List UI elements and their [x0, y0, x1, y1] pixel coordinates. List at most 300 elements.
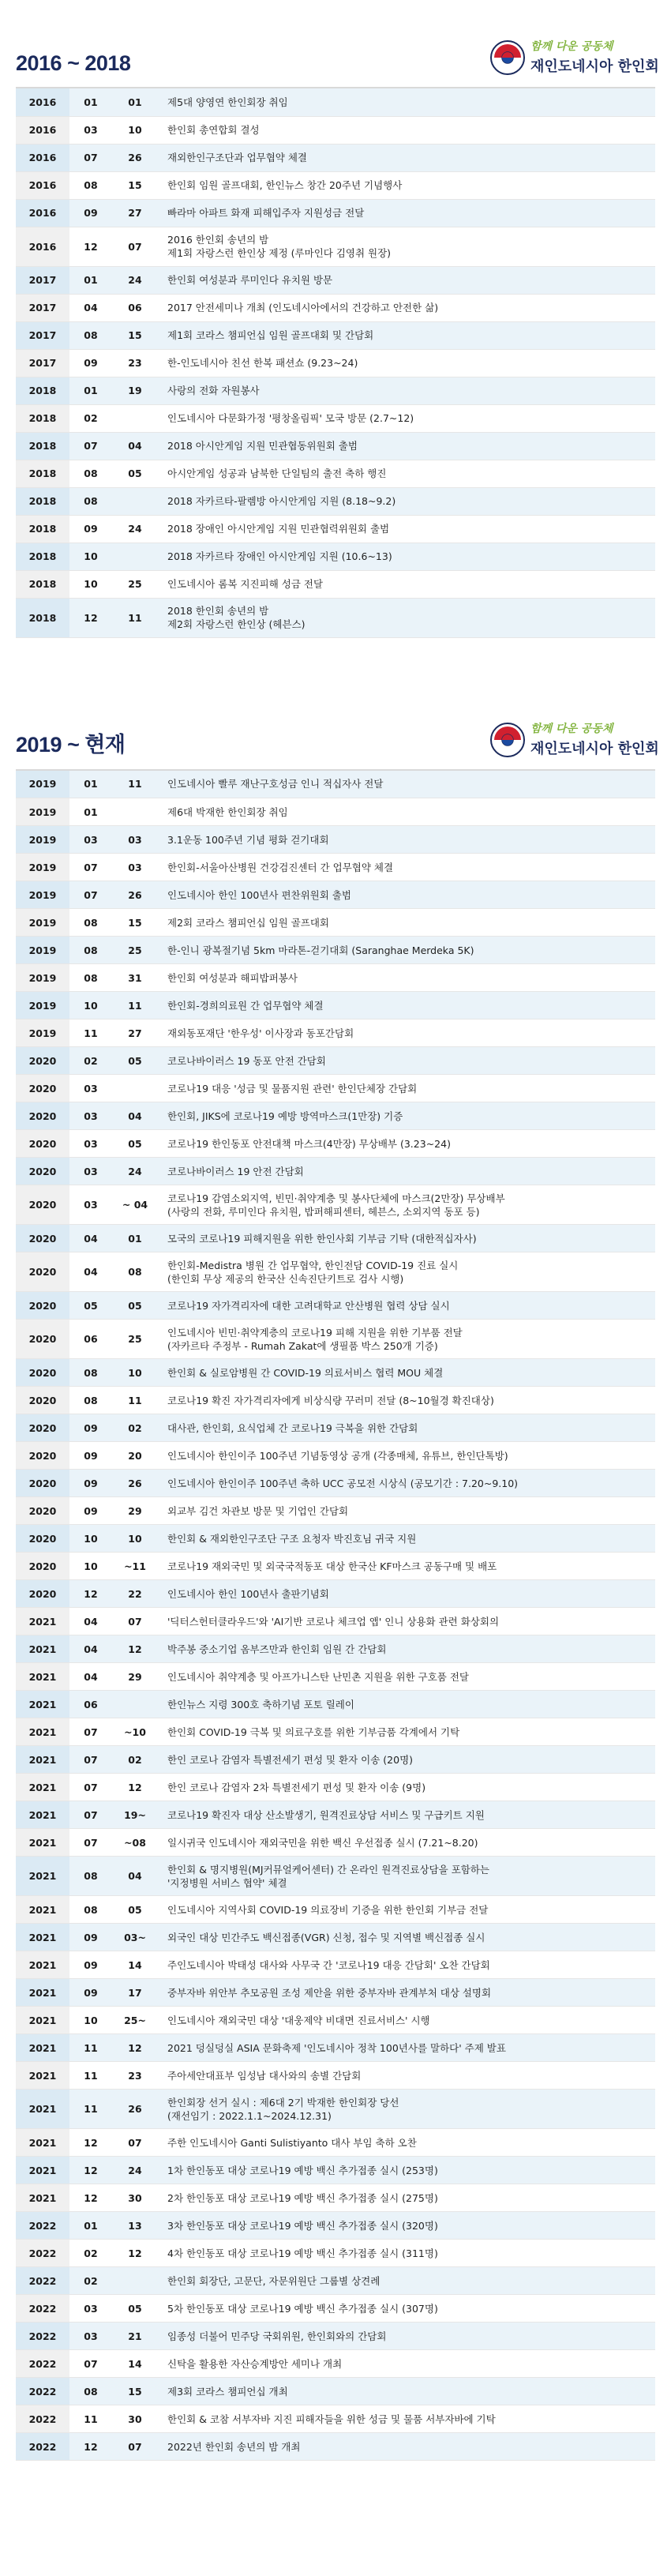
event-cell	[158, 1075, 655, 1102]
event-line: 코로나19 자가격리자에 대한 고려대학교 안산병원 협력 상담 실시	[167, 1299, 450, 1312]
month-cell: 08	[69, 171, 112, 199]
event-line: 코로나19 대응 '성금 및 물품지원 관련' 한인단체장 간담회	[167, 1082, 418, 1095]
table-row	[16, 1691, 655, 1718]
day-cell	[112, 543, 158, 570]
month-cell: 08	[69, 2378, 112, 2405]
month-cell: 08	[69, 964, 112, 992]
event-cell	[158, 1691, 655, 1718]
day-cell: 05	[112, 1292, 158, 1320]
event-line: (사랑의 전화, 루미인다 유치원, 밥퍼해피센터, 헤븐스, 소외지역 동포 등)	[167, 1205, 480, 1218]
year-cell: 2020	[16, 1225, 69, 1252]
korean-association-logo	[489, 35, 659, 81]
event-cell	[158, 909, 655, 937]
event-line: 한인 코로나 감염자 특별전세기 편성 및 환자 이송 (20명)	[167, 1753, 414, 1766]
event-line: 재외한인구조단과 업무협약 체결	[167, 152, 307, 163]
year-cell: 2020	[16, 1359, 69, 1387]
day-cell: 24	[112, 266, 158, 294]
event-line: 5차 한인동포 대상 코로나19 예방 백신 추가접종 실시 (307명)	[167, 2302, 438, 2315]
event-cell	[158, 1020, 655, 1047]
event-line: 한인회-경희의료원 간 업무협약 체결	[167, 999, 324, 1012]
year-cell: 2020	[16, 1252, 69, 1292]
table-row	[16, 2350, 655, 2378]
event-line: 한인회 여성분과 루미인다 유치원 방문	[167, 274, 333, 286]
event-line: 제3회 코라스 챔피언십 개최	[167, 2385, 288, 2398]
event-line: 한인회장 선거 실시 : 제6대 2기 박재한 한인회장 당선	[167, 2096, 399, 2108]
month-cell: 03	[69, 1158, 112, 1185]
year-cell: 2020	[16, 1292, 69, 1320]
table-row	[16, 2090, 655, 2129]
day-cell: 03	[112, 826, 158, 854]
event-cell	[158, 2405, 655, 2433]
event-cell	[158, 2433, 655, 2461]
event-line: 제6대 박재한 한인회장 취임	[167, 805, 288, 818]
month-cell: 04	[69, 294, 112, 321]
year-cell: 2021	[16, 1951, 69, 1979]
event-cell	[158, 321, 655, 349]
event-cell	[158, 1979, 655, 2007]
year-cell: 2020	[16, 1387, 69, 1414]
day-cell: 23	[112, 2062, 158, 2090]
month-cell: 09	[69, 349, 112, 377]
event-cell	[158, 2034, 655, 2062]
year-cell: 2022	[16, 2405, 69, 2433]
day-cell: 30	[112, 2184, 158, 2212]
day-cell: 13	[112, 2212, 158, 2240]
table-row	[16, 1387, 655, 1414]
event-cell	[158, 937, 655, 964]
event-cell	[158, 377, 655, 404]
event-line: 한인회 여성분과 해피밥퍼봉사	[167, 971, 298, 984]
month-cell: 10	[69, 1525, 112, 1553]
table-row	[16, 1470, 655, 1497]
table-row	[16, 2433, 655, 2461]
month-cell: 10	[69, 570, 112, 598]
month-cell: 09	[69, 1924, 112, 1951]
table-row	[16, 1979, 655, 2007]
table-row	[16, 1746, 655, 1774]
event-cell	[158, 1525, 655, 1553]
month-cell: 08	[69, 1387, 112, 1414]
event-line: 인도네시아 한인 100년사 출판기념회	[167, 1587, 329, 1600]
event-cell	[158, 1608, 655, 1635]
year-cell: 2017	[16, 321, 69, 349]
year-cell: 2021	[16, 1924, 69, 1951]
day-cell: 21	[112, 2323, 158, 2350]
month-cell: 04	[69, 1635, 112, 1663]
day-cell: 05	[112, 2295, 158, 2323]
event-line: 2018 한인회 송년의 밤	[167, 605, 269, 617]
event-cell	[158, 1635, 655, 1663]
month-cell: 01	[69, 2212, 112, 2240]
day-cell: 11	[112, 1387, 158, 1414]
event-cell	[158, 1047, 655, 1075]
year-cell: 2020	[16, 1442, 69, 1470]
month-cell: 07	[69, 1746, 112, 1774]
day-cell: 03~	[112, 1924, 158, 1951]
year-cell: 2016	[16, 171, 69, 199]
day-cell: ~ 04	[112, 1185, 158, 1225]
event-line: 2017 안전세미나 개최 (인도네시아에서의 건강하고 안전한 삶)	[167, 302, 439, 314]
year-cell: 2019	[16, 826, 69, 854]
year-cell: 2021	[16, 2034, 69, 2062]
year-cell: 2019	[16, 798, 69, 826]
event-line: 2018 장애인 아시안게임 지원 민관협력위원회 출범	[167, 523, 390, 535]
day-cell: ~10	[112, 1718, 158, 1746]
table-row	[16, 2157, 655, 2184]
event-cell	[158, 2350, 655, 2378]
day-cell: 03	[112, 854, 158, 881]
event-cell	[158, 570, 655, 598]
event-cell	[158, 1470, 655, 1497]
event-cell	[158, 2090, 655, 2129]
month-cell: 07	[69, 1718, 112, 1746]
day-cell: 23	[112, 349, 158, 377]
month-cell: 07	[69, 1829, 112, 1857]
day-cell: 12	[112, 2240, 158, 2267]
day-cell: 26	[112, 2090, 158, 2129]
table-row	[16, 2184, 655, 2212]
event-line: 한인회, JIKS에 코로나19 예방 방역마스크(1만장) 기증	[167, 1110, 403, 1122]
event-cell	[158, 1320, 655, 1359]
table-row	[16, 937, 655, 964]
month-cell: 03	[69, 1130, 112, 1158]
history-table	[16, 88, 655, 638]
month-cell: 12	[69, 2433, 112, 2461]
table-row	[16, 349, 655, 377]
event-line: 외국인 대상 민간주도 백신접종(VGR) 신청, 접수 및 지역별 백신접종 실시	[167, 1931, 485, 1943]
event-cell	[158, 2378, 655, 2405]
event-cell	[158, 199, 655, 227]
event-line: 인도네시아 지역사회 COVID-19 의료장비 기증을 위한 한인회 기부금 전달	[167, 1903, 489, 1916]
day-cell	[112, 487, 158, 515]
month-cell: 12	[69, 2157, 112, 2184]
month-cell: 12	[69, 2129, 112, 2157]
event-line: 2022년 한인회 송년의 밤 개최	[167, 2440, 301, 2453]
table-row	[16, 1359, 655, 1387]
year-cell: 2017	[16, 266, 69, 294]
table-row	[16, 909, 655, 937]
table-row	[16, 460, 655, 487]
event-cell	[158, 1801, 655, 1829]
event-cell	[158, 2007, 655, 2034]
day-cell: 05	[112, 1130, 158, 1158]
year-cell: 2021	[16, 1608, 69, 1635]
logo-name: 재인도네시아 한인회	[530, 740, 659, 757]
year-cell: 2022	[16, 2378, 69, 2405]
month-cell: 06	[69, 1691, 112, 1718]
event-line: 재외동포재단 '한우성' 이사장과 동포간담회	[167, 1027, 354, 1039]
section-spacer	[0, 638, 671, 690]
month-cell: 05	[69, 1292, 112, 1320]
day-cell: 10	[112, 1359, 158, 1387]
year-cell: 2020	[16, 1047, 69, 1075]
month-cell: 03	[69, 1185, 112, 1225]
event-line: 한인회 COVID-19 극복 및 의료구호를 위한 기부금품 각계에서 기탁	[167, 1725, 460, 1738]
day-cell: 20	[112, 1442, 158, 1470]
year-cell: 2019	[16, 1020, 69, 1047]
event-line: 중부자바 위안부 추모공원 조성 제안을 위한 중부자바 관계부처 대상 설명회	[167, 1986, 492, 1999]
history-table	[16, 771, 655, 2461]
table-row	[16, 1414, 655, 1442]
year-cell: 2021	[16, 1829, 69, 1857]
table-row	[16, 1896, 655, 1924]
table-row	[16, 2062, 655, 2090]
year-cell: 2021	[16, 1635, 69, 1663]
month-cell: 11	[69, 2034, 112, 2062]
event-line: 아시안게임 성공과 남북한 단일팀의 출전 축하 행진	[167, 468, 387, 479]
table-row	[16, 2007, 655, 2034]
event-cell	[158, 598, 655, 637]
event-line: 일시귀국 인도네시아 재외국민을 위한 백신 우선접종 실시 (7.21~8.20)	[167, 1836, 478, 1849]
event-line: 코로나19 확진 자가격리자에게 비상식량 꾸러미 전달 (8~10월경 확진대상)	[167, 1394, 494, 1406]
event-cell	[158, 487, 655, 515]
year-cell: 2016	[16, 199, 69, 227]
year-cell: 2020	[16, 1470, 69, 1497]
event-line: 주인도네시아 박태성 대사와 사무국 간 '코로나19 대응 간담회' 오찬 간담회	[167, 1958, 490, 1971]
month-cell: 07	[69, 432, 112, 460]
table-row	[16, 321, 655, 349]
table-row	[16, 771, 655, 798]
day-cell: 15	[112, 171, 158, 199]
day-cell: 19	[112, 377, 158, 404]
day-cell	[112, 2267, 158, 2295]
day-cell: 17	[112, 1979, 158, 2007]
table-row	[16, 964, 655, 992]
table-row	[16, 2212, 655, 2240]
table-row	[16, 487, 655, 515]
month-cell: 04	[69, 1252, 112, 1292]
day-cell: 31	[112, 964, 158, 992]
event-cell	[158, 881, 655, 909]
month-cell: 09	[69, 1497, 112, 1525]
event-cell	[158, 1896, 655, 1924]
day-cell: 07	[112, 2433, 158, 2461]
month-cell: 01	[69, 377, 112, 404]
table-row	[16, 1252, 655, 1292]
year-cell: 2016	[16, 116, 69, 144]
year-cell: 2021	[16, 2157, 69, 2184]
table-row	[16, 2378, 655, 2405]
event-line: 인도네시아 롬복 지진피해 성금 전달	[167, 578, 324, 590]
event-cell	[158, 1359, 655, 1387]
event-line: 제2회 자랑스런 한인상 (헤븐스)	[167, 618, 306, 630]
table-row	[16, 881, 655, 909]
event-line: 한인회 & 재외한인구조단 구조 요청자 박진호님 귀국 지원	[167, 1532, 417, 1545]
day-cell: 24	[112, 2157, 158, 2184]
table-row	[16, 294, 655, 321]
month-cell: 02	[69, 2267, 112, 2295]
year-cell: 2018	[16, 460, 69, 487]
table-row	[16, 227, 655, 266]
year-cell: 2020	[16, 1497, 69, 1525]
event-line: (한인회 무상 제공의 한국산 신속진단키트로 검사 시행)	[167, 1272, 404, 1285]
event-line: 인도네시아 한인이주 100주년 축하 UCC 공모전 시상식 (공모기간 : 7.20~9.10)	[167, 1477, 519, 1489]
month-cell: 07	[69, 144, 112, 171]
month-cell: 08	[69, 321, 112, 349]
day-cell: 02	[112, 1414, 158, 1442]
month-cell: 10	[69, 543, 112, 570]
event-line: 4차 한인동포 대상 코로나19 예방 백신 추가접종 실시 (311명)	[167, 2247, 438, 2259]
event-cell	[158, 854, 655, 881]
table-row	[16, 1553, 655, 1580]
table-row	[16, 570, 655, 598]
history-section	[16, 690, 659, 2461]
table-row	[16, 1718, 655, 1746]
event-line: 임종성 더불어 민주당 국회위원, 한인회와의 간담회	[167, 2330, 387, 2342]
table-row	[16, 266, 655, 294]
history-table-body	[16, 88, 655, 637]
table-row	[16, 854, 655, 881]
month-cell: 08	[69, 909, 112, 937]
year-cell: 2018	[16, 432, 69, 460]
event-line: 2018 자카르타 장애인 아시안게임 지원 (10.6~13)	[167, 550, 392, 562]
event-line: 2차 한인동포 대상 코로나19 예방 백신 추가접종 실시 (275명)	[167, 2191, 438, 2204]
event-line: '딕터스헌터클라우드'와 'AI기반 코로나 체크업 앱' 인니 상용화 관련 화상회의	[167, 1615, 500, 1628]
section-title: 2019 ~ 현재	[16, 732, 126, 757]
day-cell: 05	[112, 460, 158, 487]
event-line: (재선임기 : 2022.1.1~2024.12.31)	[167, 2109, 332, 2122]
year-cell: 2019	[16, 964, 69, 992]
month-cell: 08	[69, 1896, 112, 1924]
logo-slogan: 함께 다운 공동체	[530, 722, 613, 735]
event-line: (자카르타 주정부 - Rumah Zakat에 생필품 박스 250개 기증)	[167, 1339, 438, 1352]
day-cell: 07	[112, 1608, 158, 1635]
day-cell: 01	[112, 88, 158, 116]
table-row	[16, 1320, 655, 1359]
event-cell	[158, 1663, 655, 1691]
event-cell	[158, 1497, 655, 1525]
day-cell: 15	[112, 909, 158, 937]
table-row	[16, 1774, 655, 1801]
event-line: 박주봉 중소기업 옴부즈만과 한인회 임원 간 간담회	[167, 1643, 387, 1655]
event-line: 신탁을 활용한 자산승계방안 세미나 개최	[167, 2357, 343, 2370]
month-cell: 02	[69, 404, 112, 432]
table-row	[16, 826, 655, 854]
table-row	[16, 1158, 655, 1185]
year-cell: 2019	[16, 881, 69, 909]
month-cell: 08	[69, 1359, 112, 1387]
month-cell: 08	[69, 460, 112, 487]
month-cell: 07	[69, 881, 112, 909]
event-cell	[158, 144, 655, 171]
event-line: 코로나19 감염소외지역, 빈민·취약계층 및 봉사단체에 마스크(2만장) 무상배부	[167, 1192, 505, 1204]
event-line: 사랑의 전화 자원봉사	[167, 385, 260, 396]
year-cell: 2020	[16, 1158, 69, 1185]
year-cell: 2022	[16, 2212, 69, 2240]
event-line: 모국의 코로나19 피해지원을 위한 한인사회 기부금 기탁 (대한적십자사)	[167, 1232, 477, 1245]
month-cell: 12	[69, 227, 112, 266]
day-cell: 25	[112, 570, 158, 598]
year-cell: 2020	[16, 1130, 69, 1158]
event-cell	[158, 349, 655, 377]
event-line: 2016 한인회 송년의 밤	[167, 234, 269, 246]
event-line: 한인회 총연합회 결성	[167, 124, 260, 136]
table-row	[16, 377, 655, 404]
month-cell: 03	[69, 826, 112, 854]
table-row	[16, 1580, 655, 1608]
event-cell	[158, 2184, 655, 2212]
day-cell: 14	[112, 2350, 158, 2378]
event-cell	[158, 2062, 655, 2090]
event-line: 주아세안대표부 임성남 대사와의 송별 간담회	[167, 2069, 362, 2082]
day-cell	[112, 1075, 158, 1102]
event-cell	[158, 1292, 655, 1320]
year-cell: 2020	[16, 1414, 69, 1442]
event-line: 인도네시아 재외국민 대상 '대웅제약 비대면 진료서비스' 시행	[167, 2014, 430, 2026]
year-cell: 2018	[16, 598, 69, 637]
logo-name: 재인도네시아 한인회	[530, 58, 659, 75]
event-line: 한인회 회장단, 고문단, 자문위원단 그룹별 상견례	[167, 2274, 380, 2287]
event-cell	[158, 88, 655, 116]
day-cell: 05	[112, 1896, 158, 1924]
day-cell: 05	[112, 1047, 158, 1075]
event-cell	[158, 460, 655, 487]
table-row	[16, 1663, 655, 1691]
table-row	[16, 1525, 655, 1553]
table-row	[16, 2240, 655, 2267]
event-line: 인도네시아 한인이주 100주년 기념동영상 공개 (각종매체, 유튜브, 한인단톡방)	[167, 1449, 508, 1462]
event-line: 한인회 & 코참 서부자바 지진 피해자들을 위한 성금 및 물품 서부자바에 기탁	[167, 2413, 496, 2425]
day-cell: 24	[112, 515, 158, 543]
table-row	[16, 2295, 655, 2323]
day-cell: ~08	[112, 1829, 158, 1857]
year-cell: 2021	[16, 2090, 69, 2129]
event-line: 제2회 코라스 챔피언십 임원 골프대회	[167, 916, 329, 929]
month-cell: 08	[69, 487, 112, 515]
month-cell: 11	[69, 1020, 112, 1047]
event-cell	[158, 1924, 655, 1951]
event-cell	[158, 1553, 655, 1580]
day-cell: 15	[112, 321, 158, 349]
event-cell	[158, 543, 655, 570]
day-cell: ~11	[112, 1553, 158, 1580]
history-section	[16, 0, 659, 638]
logo-slogan: 함께 다운 공동체	[530, 40, 613, 53]
month-cell: 07	[69, 1801, 112, 1829]
day-cell: 26	[112, 881, 158, 909]
event-cell	[158, 266, 655, 294]
event-cell	[158, 432, 655, 460]
table-row	[16, 1102, 655, 1130]
event-line: 제1회 자랑스런 한인상 제정 (루마인다 김영취 원장)	[167, 247, 392, 259]
year-cell: 2022	[16, 2240, 69, 2267]
year-cell: 2017	[16, 294, 69, 321]
event-line: 코로나바이러스 19 안전 간담회	[167, 1165, 304, 1177]
event-line: 한인회 임원 골프대회, 한인뉴스 창간 20주년 기념행사	[167, 179, 403, 191]
month-cell: 09	[69, 1442, 112, 1470]
event-cell	[158, 116, 655, 144]
month-cell: 01	[69, 771, 112, 798]
event-line: 코로나19 확진자 대상 산소발생기, 원격진료상담 서비스 및 구급키트 지원	[167, 1808, 485, 1821]
table-row	[16, 1020, 655, 1047]
event-line: 주한 인도네시아 Ganti Sulistiyanto 대사 부임 축하 오찬	[167, 2136, 417, 2149]
year-cell: 2021	[16, 1896, 69, 1924]
table-row	[16, 116, 655, 144]
year-cell: 2019	[16, 909, 69, 937]
month-cell: 03	[69, 1102, 112, 1130]
month-cell: 11	[69, 2062, 112, 2090]
event-cell	[158, 2157, 655, 2184]
month-cell: 03	[69, 2323, 112, 2350]
event-cell	[158, 1580, 655, 1608]
table-row	[16, 404, 655, 432]
month-cell: 12	[69, 1580, 112, 1608]
event-cell	[158, 2323, 655, 2350]
emblem-icon	[489, 39, 526, 76]
table-row	[16, 543, 655, 570]
event-line: 코로나바이러스 19 동포 안전 간담회	[167, 1054, 326, 1067]
month-cell: 12	[69, 598, 112, 637]
